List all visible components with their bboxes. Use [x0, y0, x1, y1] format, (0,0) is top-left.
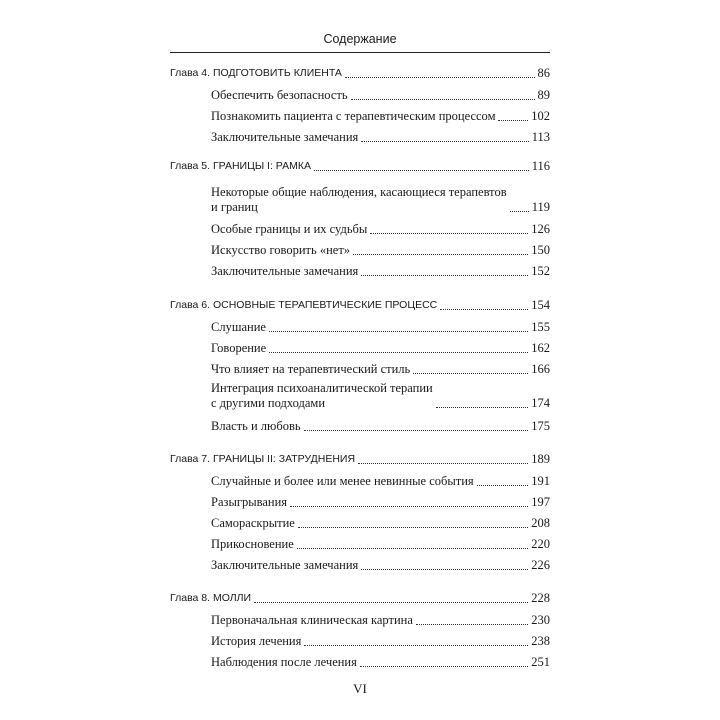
toc-section-row[interactable] — [211, 634, 550, 649]
toc-section-row[interactable] — [211, 243, 550, 258]
section-page-number: 175 — [531, 419, 550, 433]
page-number: VI — [353, 681, 367, 696]
section-page-number: 197 — [531, 495, 550, 509]
chapter-title: Глава 4. ПОДГОТОВИТЬ КЛИЕНТА — [170, 67, 342, 79]
dot-leader — [360, 666, 528, 667]
page-header: Содержание — [323, 32, 397, 46]
dot-leader — [304, 645, 528, 646]
toc-section-row[interactable] — [211, 558, 550, 573]
section-title: Разыгрывания — [211, 495, 288, 509]
dot-leader — [304, 430, 529, 431]
section-page-number: 174 — [531, 396, 550, 410]
toc-chapter-row[interactable] — [170, 159, 550, 174]
toc-chapter-row[interactable] — [170, 66, 550, 81]
dot-leader — [440, 309, 528, 310]
section-title: Что влияет на терапевтический стиль — [211, 362, 411, 376]
section-page-number: 220 — [531, 537, 550, 551]
toc-section-row[interactable] — [211, 381, 550, 411]
dot-leader — [370, 233, 528, 234]
section-page-number: 230 — [531, 613, 550, 627]
section-title: Наблюдения после лечения — [211, 655, 357, 669]
toc-section-row[interactable] — [211, 362, 550, 377]
dot-leader — [361, 275, 528, 276]
section-title: Прикосновение — [211, 537, 294, 551]
section-page-number: 126 — [531, 222, 550, 236]
dot-leader — [477, 485, 529, 486]
toc-section-row[interactable] — [211, 264, 550, 279]
section-page-number: 191 — [531, 474, 550, 488]
dot-leader — [413, 373, 528, 374]
section-page-number: 226 — [531, 558, 550, 572]
toc-section-row[interactable] — [211, 655, 550, 670]
chapter-page-number: 189 — [531, 452, 550, 466]
toc-section-row[interactable] — [211, 130, 550, 145]
chapter-page-number: 116 — [531, 159, 550, 173]
section-page-number: 162 — [531, 341, 550, 355]
section-title: Первоначальная клиническая картина — [211, 613, 413, 627]
chapter-title: Глава 6. ОСНОВНЫЕ ТЕРАПЕВТИЧЕСКИЕ ПРОЦЕСС — [170, 299, 438, 311]
toc-section-row[interactable] — [211, 495, 550, 510]
toc-chapter-row[interactable] — [170, 452, 550, 467]
section-title: Познакомить пациента с терапевтическим процессом — [211, 109, 496, 123]
section-page-number: 150 — [531, 243, 550, 257]
dot-leader — [416, 624, 528, 625]
chapter-title: Глава 7. ГРАНИЦЫ II: ЗАТРУДНЕНИЯ — [170, 453, 356, 465]
section-page-number: 251 — [531, 655, 550, 669]
section-page-number: 102 — [531, 109, 550, 123]
dot-leader — [361, 141, 528, 142]
dot-leader — [298, 527, 528, 528]
section-title-continued: с другими подходами — [211, 396, 326, 410]
section-title: Слушание — [211, 320, 266, 334]
section-page-number: 89 — [537, 88, 550, 102]
toc-section-row[interactable] — [211, 109, 550, 124]
chapter-title: Глава 5. ГРАНИЦЫ I: РАМКА — [170, 160, 311, 172]
section-title: Обеспечить безопасность — [211, 88, 348, 102]
toc-section-row[interactable] — [211, 88, 550, 103]
toc-section-row[interactable] — [211, 537, 550, 552]
chapter-page-number: 228 — [531, 591, 550, 605]
toc-chapter-row[interactable] — [170, 591, 550, 606]
toc-section-row[interactable] — [211, 474, 550, 489]
section-title: Особые границы и их судьбы — [211, 222, 368, 236]
dot-leader — [290, 506, 528, 507]
section-page-number: 119 — [531, 200, 550, 214]
toc-section-row[interactable] — [211, 419, 550, 434]
dot-leader — [269, 331, 528, 332]
toc-section-row[interactable] — [211, 185, 550, 215]
section-title: Интеграция психоаналитической терапии — [211, 381, 433, 395]
dot-leader — [314, 170, 529, 171]
section-title: Говорение — [211, 341, 267, 355]
chapter-title: Глава 8. МОЛЛИ — [170, 592, 252, 604]
dot-leader — [351, 99, 535, 100]
dot-leader — [353, 254, 528, 255]
dot-leader — [358, 463, 528, 464]
section-title: Некоторые общие наблюдения, касающиеся терапевтов — [211, 185, 507, 199]
toc-section-row[interactable] — [211, 613, 550, 628]
dot-leader — [269, 352, 528, 353]
section-title: Случайные и более или менее невинные события — [211, 474, 474, 488]
dot-leader — [436, 407, 529, 408]
toc-chapter-row[interactable] — [170, 298, 550, 313]
chapter-page-number: 86 — [537, 66, 550, 80]
toc-section-row[interactable] — [211, 341, 550, 356]
dot-leader — [297, 548, 528, 549]
dot-leader — [361, 569, 528, 570]
section-title: История лечения — [211, 634, 302, 648]
dot-leader — [498, 120, 528, 121]
section-page-number: 152 — [531, 264, 550, 278]
toc-section-row[interactable] — [211, 320, 550, 335]
section-title: Заключительные замечания — [211, 130, 359, 144]
dot-leader — [510, 211, 529, 212]
section-title: Самораскрытие — [211, 516, 295, 530]
section-title-continued: и границ — [211, 200, 258, 214]
section-title: Заключительные замечания — [211, 558, 359, 572]
section-page-number: 155 — [531, 320, 550, 334]
toc-section-row[interactable] — [211, 222, 550, 237]
dot-leader — [254, 602, 528, 603]
section-title: Искусство говорить «нет» — [211, 243, 351, 257]
toc-section-row[interactable] — [211, 516, 550, 531]
dot-leader — [345, 77, 535, 78]
section-page-number: 113 — [531, 130, 550, 144]
section-page-number: 208 — [531, 516, 550, 530]
section-title: Заключительные замечания — [211, 264, 359, 278]
section-page-number: 238 — [531, 634, 550, 648]
section-title: Власть и любовь — [211, 419, 301, 433]
section-page-number: 166 — [531, 362, 550, 376]
chapter-page-number: 154 — [531, 298, 550, 312]
